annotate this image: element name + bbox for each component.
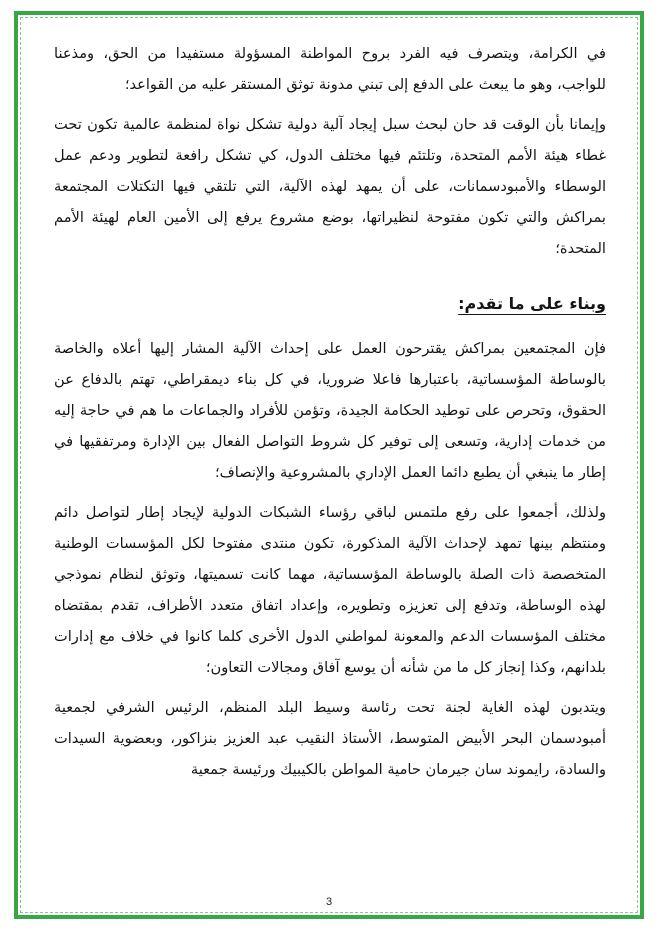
page-number: 3 — [325, 896, 333, 908]
paragraph-intro-continuation: في الكرامة، ويتصرف فيه الفرد بروح المواطنة المسؤولة مستفيدا من الحق، ومذعنا للواجب، وهو ما يبعث على الدفع إلى تبني مدونة توثق المستقر عليه من القواعد؛ — [54, 45, 606, 93]
document-body — [54, 38, 606, 785]
paragraph-proposal: فإن المجتمعين بمراكش يقترحون العمل على إحداث الآلية المشار إليها أعلاه والخاصة بالوساطة المؤسساتية، باعتبارها فاعلا ضروريا، في كل بناء ديمقراطي، تهتم بالدفاع عن الحقوق، وتحرص على توطيد الحكامة الجيدة، وتؤمن للأفراد والجماعات ما هم في حاجة إليه من خدمات إدارية، وتسعى إلى توفير كل شروط التواصل الفعال بين الإدارة ومرتفقيها في إطار ما ينبغي أن يطبع دائما العمل الإداري بالمشروعية والإنصاف؛ — [54, 340, 606, 481]
paragraph-un-mechanism: وإيمانا بأن الوقت قد حان لبحث سبل إيجاد آلية دولية تشكل نواة لمنظمة عالمية تكون تحت غطاء هيئة الأمم المتحدة، وتلتئم فيها مختلف الدول، كي تشكل رافعة لتطوير ودعم عمل الوسطاء والأمبودسمانات، على أن يمهد لهذه الآلية، التي تلتقي فيها التكتلات المجتمعة بمراكش والتي تكون مفتوحة لنظيراتها، بوضع مشروع يرفع إلى الأمين العام لهيئة الأمم المتحدة؛ — [54, 116, 606, 257]
section-heading: وبناء على ما تقدم: — [458, 294, 606, 313]
paragraph-committee: ويتدبون لهذه الغاية لجنة تحت رئاسة وسيط البلد المنظم، الرئيس الشرفي لجمعية أمبودسمان البحر الأبيض المتوسط، الأستاذ النقيب عبد العزيز بنزاكور، وبعضوية السيدات والسادة، رايموند سان جيرمان حامية المواطن بالكيبيك ورئيسة جمعية — [54, 699, 606, 778]
paragraph-petition: ولذلك، أجمعوا على رفع ملتمس لباقي رؤساء الشبكات الدولية لإيجاد إطار لتواصل دائم ومنتظم بينها تمهد لإحداث الآلية المذكورة، تكون منتدى مفتوحا لكل المؤسسات الوطنية المتخصصة ذات الصلة بالوساطة المؤسساتية، مهما كانت تسميتها، وتوثق لنظام نموذجي لهذه الوساطة، وتدفع إلى تعزيزه وتطويره، وإعداد اتفاق متعدد الأطراف، تقدم بمقتضاه مختلف المؤسسات الدعم والمعونة لمواطني الدول الأخرى كلما كانوا في خلاف مع إدارات بلدانهم، وكذا إنجاز كل ما من شأنه أن يوسع آفاق ومجالات التعاون؛ — [54, 504, 606, 676]
